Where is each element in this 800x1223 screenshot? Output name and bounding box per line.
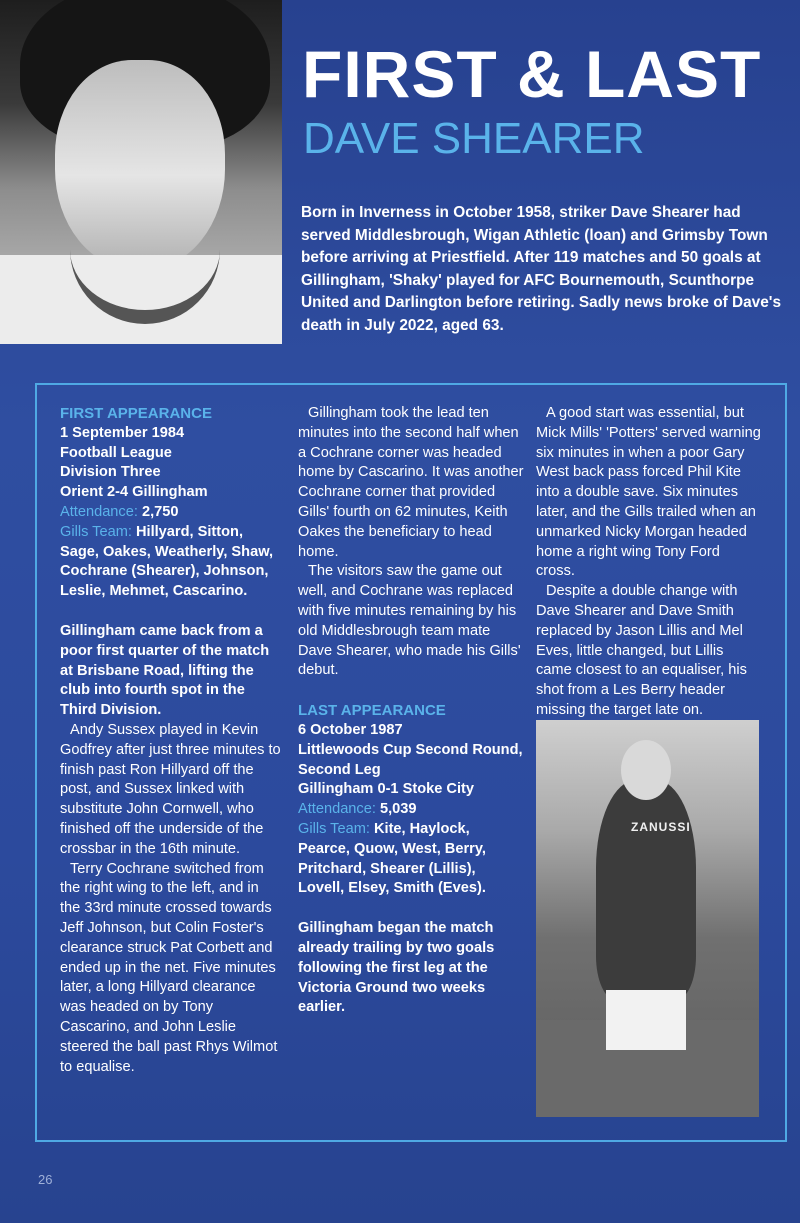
page-title: FIRST & LAST (302, 37, 762, 111)
first-attendance-label: Attendance: (60, 503, 138, 520)
player-name: DAVE SHEARER (303, 114, 645, 163)
first-competition-line2: Division Three (60, 464, 161, 481)
column-last (536, 404, 762, 721)
last-heading: LAST APPEARANCE (298, 702, 446, 720)
first-date: 1 September 1984 (60, 424, 185, 441)
last-team-list: Kite, Haylock, Pearce, Quow, West, Berry, Pritchard, Shearer (Lillis), Lovell, Elsey, Smith (Eves). (298, 820, 486, 897)
column-middle (298, 404, 524, 1018)
last-result: Gillingham 0-1 Stoke City (298, 781, 474, 798)
last-attendance-label: Attendance: (298, 801, 376, 818)
first-paragraph-2: Terry Cochrane switched from the right wing to the left, and in the 33rd minute crossed towards Jeff Johnson, but Colin Foster's clearance struck Pat Corbett and ended up in the net. Five minutes later, a long Hillyard clearance was headed on by Tony Cascarino, and John Leslie steered the ball past Rhys Wilmot to equalise. (60, 860, 278, 1075)
last-competition: Littlewoods Cup Second Round, Second Leg (298, 741, 523, 778)
shirt-sponsor-text: ZANUSSI (631, 820, 691, 834)
first-lead: Gillingham came back from a poor first quarter of the match at Brisbane Road, lifting the club into fourth spot in the Third Division. (60, 622, 270, 719)
last-date: 6 October 1987 (298, 721, 403, 738)
first-paragraph-4: The visitors saw the game out well, and Cochrane was replaced with five minutes remaining by his old Middlesbrough team mate Dave Shearer, who made his Gills' debut. (298, 563, 521, 679)
last-team-label: Gills Team: (298, 820, 370, 837)
last-paragraph-1: A good start was essential, but Mick Mills' 'Potters' served warning six minutes in when a poor Gary West back pass forced Phil Kite into a double save. Six minutes later, and the Gills trailed when an unmarked Nicky Morgan headed home a right wing Tony Ford cross. (536, 405, 761, 580)
first-paragraph-3: Gillingham took the lead ten minutes into the second half when a Cochrane corner was headed home by Cascarino. It was another Cochrane corner that provided Gills' fourth on 62 minutes, Keith Oakes the beneficiary to head home. (298, 405, 524, 560)
first-competition-line1: Football League (60, 444, 172, 461)
first-team-list: Hillyard, Sitton, Sage, Oakes, Weatherly, Shaw, Cochrane (Shearer), Johnson, Leslie, Mehmet, Cascarino. (60, 523, 274, 600)
intro-text: Born in Inverness in October 1958, striker Dave Shearer had served Middlesbrough, Wigan Athletic (loan) and Grimsby Town before arriving at Priestfield. After 119 matches and 50 goals at Gillingham, 'Shaky' played for AFC Bournemouth, Scunthorpe United and Darlington before retiring. Sadly news broke of Dave's death in July 2022, aged 63. (301, 204, 782, 334)
page-number: 26 (38, 1172, 53, 1187)
player-portrait-photo (0, 0, 282, 344)
column-first (60, 404, 282, 1077)
first-team (60, 523, 282, 602)
last-lead: Gillingham began the match already trailing by two goals following the first leg at the Victoria Ground two weeks earlier. (298, 920, 495, 1016)
first-paragraph-1: Andy Sussex played in Kevin Godfrey after just three minutes to finish past Ron Hillyard off the post, and Sussex linked with substitute John Cornwell, who finished off the underside of the crossbar in the 16th minute. (60, 721, 281, 857)
last-attendance-value: 5,039 (379, 801, 417, 818)
last-attendance (298, 800, 524, 820)
last-team (298, 820, 524, 899)
first-attendance (60, 503, 282, 523)
last-paragraph-2: Despite a double change with Dave Shearer and Dave Smith replaced by Jason Lillis and Mel Eves, little changed, but Lillis came closest to an equaliser, his shot from a Les Berry header missing the target late on. (536, 583, 747, 718)
match-action-photo (536, 720, 759, 1117)
first-team-label: Gills Team: (60, 523, 132, 540)
first-heading: FIRST APPEARANCE (60, 405, 212, 422)
first-attendance-value: 2,750 (141, 503, 179, 520)
first-result: Orient 2-4 Gillingham (60, 484, 208, 501)
